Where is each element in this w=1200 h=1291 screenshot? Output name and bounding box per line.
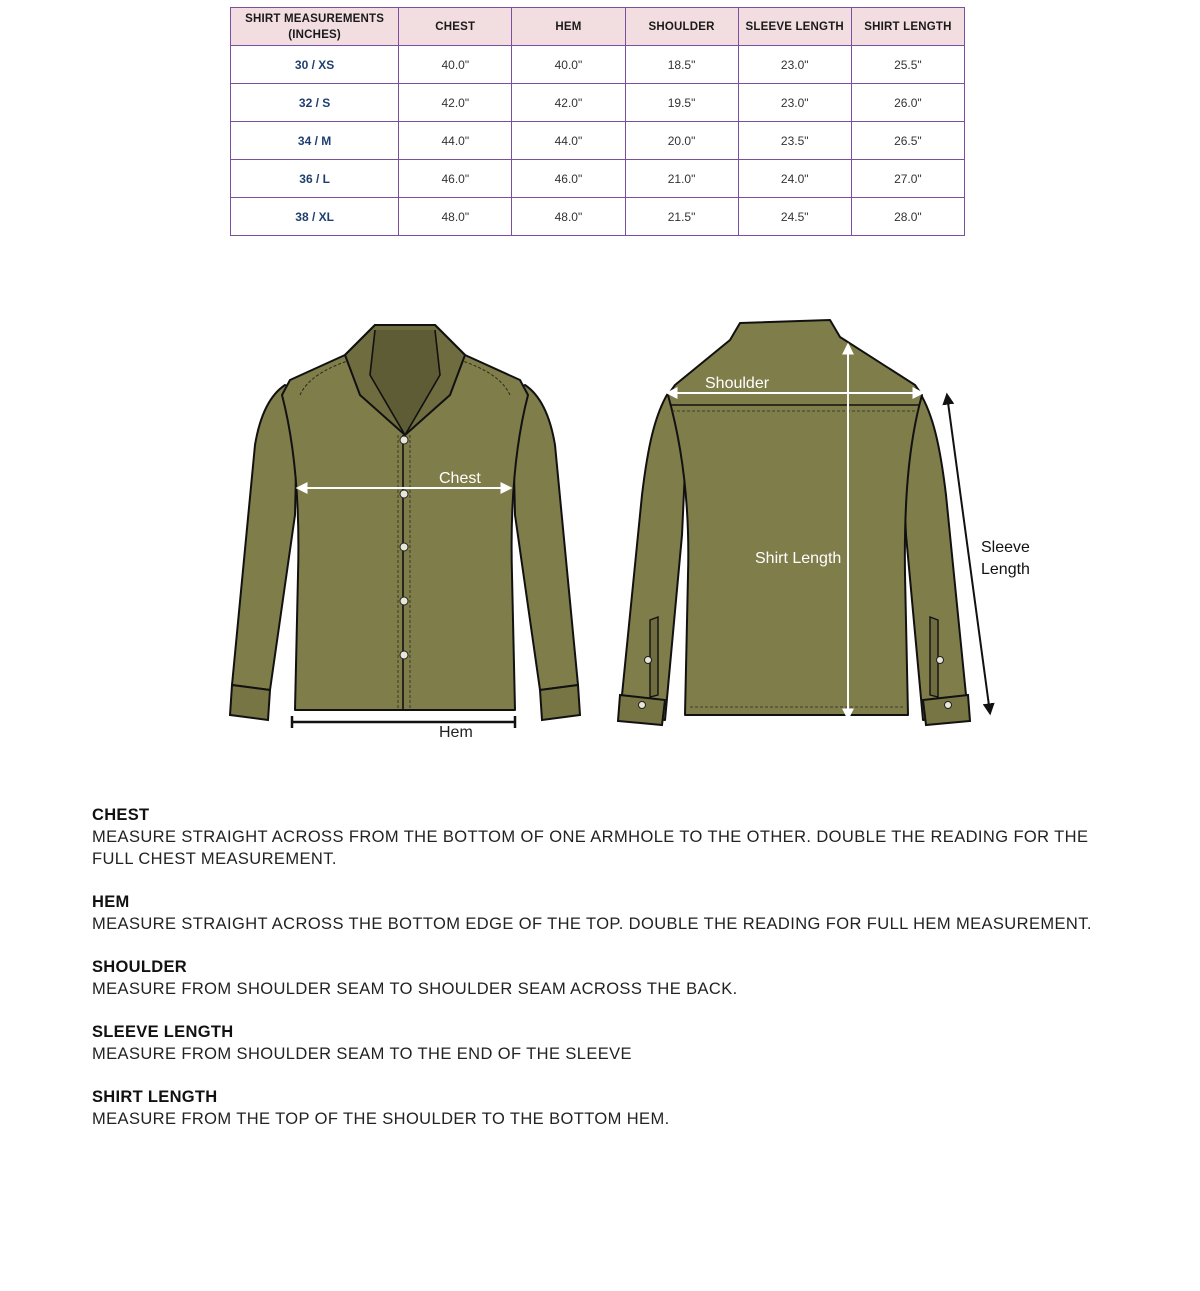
chest-cell: 40.0" bbox=[399, 46, 512, 84]
size-cell: 38 / XL bbox=[231, 198, 399, 236]
hem-label: Hem bbox=[439, 724, 473, 741]
shirt-length-cell: 27.0" bbox=[851, 160, 964, 198]
shirt-length-label: Shirt Length bbox=[755, 550, 842, 567]
sleeve-length-cell: 23.0" bbox=[738, 84, 851, 122]
sleeve-length-cell: 24.0" bbox=[738, 160, 851, 198]
size-cell: 32 / S bbox=[231, 84, 399, 122]
front-right-sleeve bbox=[512, 385, 578, 690]
shoulder-label: Shoulder bbox=[705, 375, 770, 392]
chest-cell: 44.0" bbox=[399, 122, 512, 160]
hem-cell: 42.0" bbox=[512, 84, 625, 122]
hem-cell: 40.0" bbox=[512, 46, 625, 84]
instruction-title: SHIRT LENGTH bbox=[92, 1088, 218, 1106]
table-row bbox=[231, 198, 965, 236]
sleeve-length-cell: 23.5" bbox=[738, 122, 851, 160]
size-cell: 36 / L bbox=[231, 160, 399, 198]
chest-cell: 46.0" bbox=[399, 160, 512, 198]
back-shirt-drawing bbox=[618, 320, 970, 725]
instruction-text: MEASURE FROM THE TOP OF THE SHOULDER TO THE BOTTOM HEM. bbox=[92, 1110, 670, 1128]
sleeve-length-label-line1: Sleeve bbox=[981, 539, 1030, 556]
chest-cell: 48.0" bbox=[399, 198, 512, 236]
table-row bbox=[231, 84, 965, 122]
header-size: SHIRT MEASUREMENTS (INCHES) bbox=[231, 8, 399, 46]
shoulder-cell: 18.5" bbox=[625, 46, 738, 84]
shirt-length-cell: 26.0" bbox=[851, 84, 964, 122]
shirt-length-cell: 25.5" bbox=[851, 46, 964, 84]
header-shirt-length: SHIRT LENGTH bbox=[851, 8, 964, 46]
shoulder-cell: 21.5" bbox=[625, 198, 738, 236]
instruction-text: MEASURE FROM SHOULDER SEAM TO THE END OF THE SLEEVE bbox=[92, 1045, 632, 1063]
size-chart-table bbox=[230, 7, 965, 236]
instruction-title: CHEST bbox=[92, 806, 150, 824]
instruction-text: MEASURE STRAIGHT ACROSS FROM THE BOTTOM OF ONE ARMHOLE TO THE OTHER. DOUBLE THE READING FOR THE FULL CHEST MEASUREMENT. bbox=[92, 828, 1089, 868]
instruction-text: MEASURE FROM SHOULDER SEAM TO SHOULDER SEAM ACROSS THE BACK. bbox=[92, 980, 738, 998]
sleeve-length-cell: 24.5" bbox=[738, 198, 851, 236]
shirt-length-cell: 26.5" bbox=[851, 122, 964, 160]
shoulder-cell: 21.0" bbox=[625, 160, 738, 198]
shoulder-cell: 20.0" bbox=[625, 122, 738, 160]
instruction-title: SLEEVE LENGTH bbox=[92, 1023, 234, 1041]
shirt-measurement-illustration bbox=[210, 245, 1030, 810]
instruction-shoulder bbox=[92, 956, 1132, 1000]
hem-cell: 48.0" bbox=[512, 198, 625, 236]
table-header-row bbox=[231, 8, 965, 46]
header-sleeve-length: SLEEVE LENGTH bbox=[738, 8, 851, 46]
size-cell: 30 / XS bbox=[231, 46, 399, 84]
chest-label: Chest bbox=[439, 470, 481, 487]
front-left-sleeve bbox=[232, 385, 298, 690]
chest-cell: 42.0" bbox=[399, 84, 512, 122]
header-chest: CHEST bbox=[399, 8, 512, 46]
sleeve-length-label-line2: Length bbox=[981, 561, 1030, 578]
front-shirt-drawing bbox=[230, 325, 580, 720]
hem-cell: 44.0" bbox=[512, 122, 625, 160]
hem-cell: 46.0" bbox=[512, 160, 625, 198]
instruction-sleeve-length bbox=[92, 1021, 1132, 1065]
instruction-title: HEM bbox=[92, 893, 130, 911]
instruction-text: MEASURE STRAIGHT ACROSS THE BOTTOM EDGE OF THE TOP. DOUBLE THE READING FOR FULL HEM MEASUREMENT. bbox=[92, 915, 1092, 933]
header-shoulder: SHOULDER bbox=[625, 8, 738, 46]
table-row bbox=[231, 122, 965, 160]
shirt-length-cell: 28.0" bbox=[851, 198, 964, 236]
instruction-hem bbox=[92, 891, 1132, 935]
shoulder-cell: 19.5" bbox=[625, 84, 738, 122]
sleeve-length-cell: 23.0" bbox=[738, 46, 851, 84]
instruction-shirt-length bbox=[92, 1086, 1132, 1130]
size-cell: 34 / M bbox=[231, 122, 399, 160]
hem-measure-bar bbox=[292, 716, 515, 728]
measurement-instructions bbox=[92, 804, 1132, 1151]
table-row bbox=[231, 160, 965, 198]
table-row bbox=[231, 46, 965, 84]
header-hem: HEM bbox=[512, 8, 625, 46]
instruction-chest bbox=[92, 804, 1132, 870]
instruction-title: SHOULDER bbox=[92, 958, 187, 976]
